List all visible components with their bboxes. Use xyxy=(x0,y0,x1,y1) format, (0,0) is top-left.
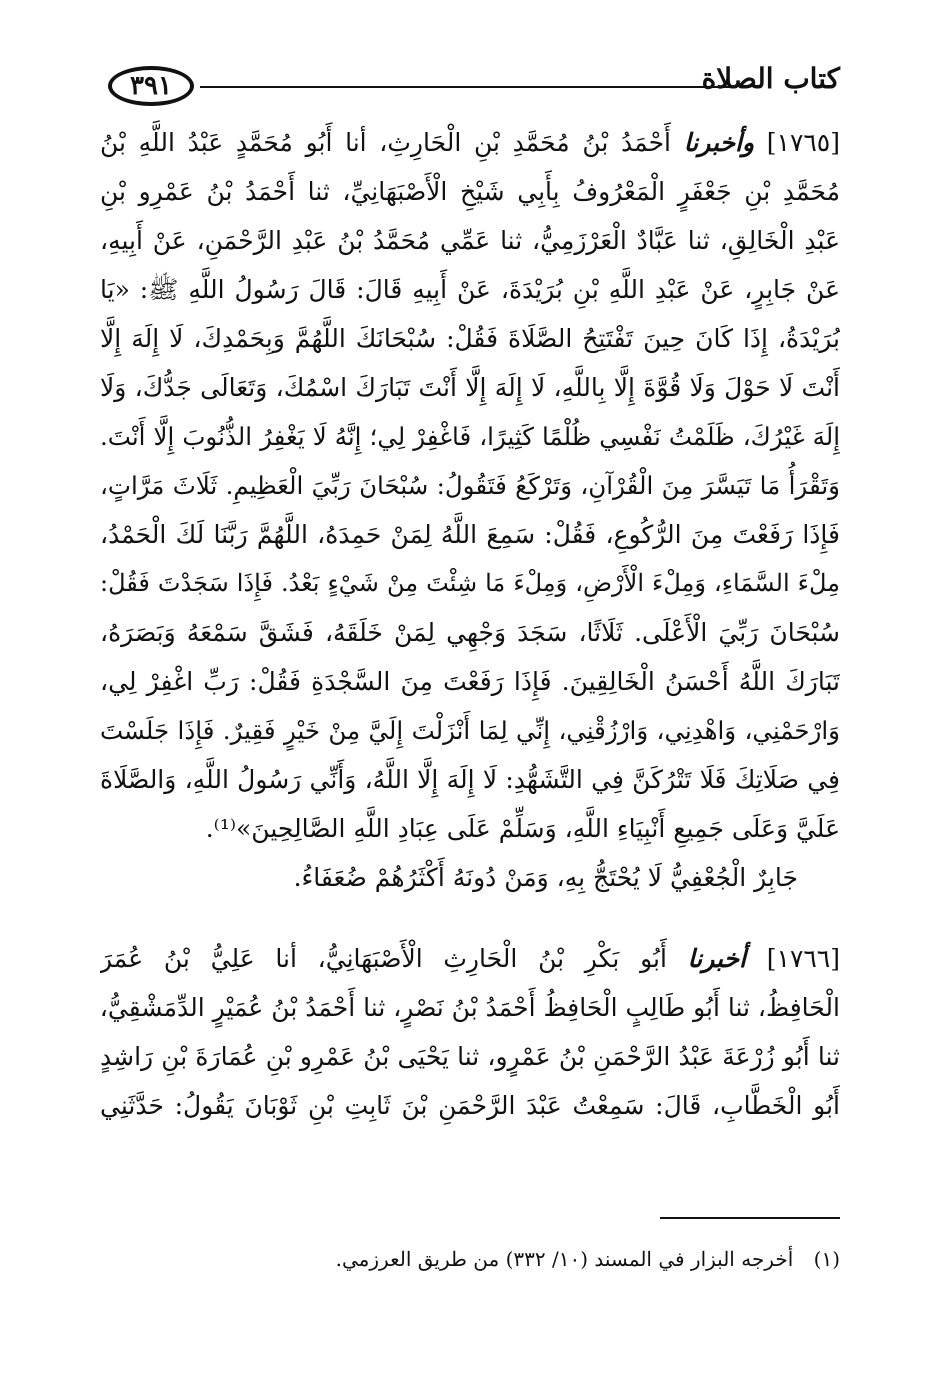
body-text xyxy=(100,118,840,1130)
text-line: عَبْدِ الْخَالِقِ، ثنا عَبَّادٌ الْعَرْزَمِيُّ، ثنا عَمِّي مُحَمَّدُ بْنُ عَبْدِ الرَّحْمَنِ، عَنْ أَبِيهِ، xyxy=(100,226,840,255)
text-line: أَنْتَ لَا حَوْلَ وَلَا قُوَّةَ إِلَّا بِاللَّهِ، لَا إِلَهَ إِلَّا أَنْتَ تَبَارَكَ اسْمُكَ، وَتَعَالَى جَدُّكَ، وَلَا xyxy=(100,373,840,402)
text-line: فَإِذَا رَفَعْتَ مِنَ الرُّكُوعِ، فَقُلْ: سَمِعَ اللَّهُ لِمَنْ حَمِدَهُ، اللَّهُمَّ رَبَّنَا لَكَ الْحَمْدُ، xyxy=(100,520,840,549)
footnote-text: أخرجه البزار في المسند (١٠/ ٣٣٢) من طريق العرزمي. xyxy=(335,1247,794,1271)
text-line: عَنْ جَابِرٍ، عَنْ عَبْدِ اللَّهِ بْنِ بُرَيْدَةَ، عَنْ أَبِيهِ قَالَ: قَالَ رَسُولُ اللَّهِ ﷺ: «يَا xyxy=(100,275,840,304)
hadith-number: [١٧٦٥] xyxy=(766,128,840,157)
text-line: الْحَافِظُ، ثنا أَبُو طَالِبٍ الْحَافِظُ أَحْمَدُ بْنُ نَصْرٍ، ثنا أَحْمَدُ بْنُ عُمَيْرٍ الدِّمَشْقِيُّ، xyxy=(100,993,840,1022)
hadith-lead-word: أخبرنا xyxy=(687,944,746,973)
footnote xyxy=(100,1244,840,1274)
text-line: أَبُو الْخَطَّابِ، قَالَ: سَمِعْتُ عَبْدَ الرَّحْمَنِ بْنَ ثَابِتِ بْنِ ثَوْبَانَ يَقُولُ: حَدَّثَنِي xyxy=(100,1091,840,1120)
text-line: عَلَيَّ وَعَلَى جَمِيعِ أَنْبِيَاءِ اللَّهِ، وَسَلِّمْ عَلَى عِبَادِ اللَّهِ الصَّالِحِينَ»⁽¹⁾. xyxy=(205,814,840,843)
hadith-comment: جَابِرٌ الْجُعْفِيُّ لَا يُحْتَجُّ بِهِ، وَمَنْ دُونَهُ أَكْثَرُهُمْ ضُعَفَاءُ. xyxy=(293,863,798,892)
text-line: بُرَيْدَةُ، إِذَا كَانَ حِينَ تَفْتَتِحُ الصَّلَاةَ فَقُلْ: سُبْحَانَكَ اللَّهُمَّ وَبِحَمْدِكَ، لَا إِلَهَ إِلَّا xyxy=(100,324,840,353)
page-number-badge: ٣٩١ xyxy=(108,66,194,106)
hadith-lead-word: وأخبرنا xyxy=(683,128,755,157)
footnote-marker: (١) xyxy=(813,1247,840,1271)
text-line: وَتَقْرَأُ مَا تَيَسَّرَ مِنَ الْقُرْآنِ، وَتَرْكَعُ فَتَقُولُ: سُبْحَانَ رَبِّيَ الْعَظِيمِ. ثَلَاثَ مَرَّاتٍ، xyxy=(100,471,840,500)
text-line: مِلْءَ السَّمَاءِ، وَمِلْءَ الْأَرْضِ، وَمِلْءَ مَا شِئْتَ مِنْ شَيْءٍ بَعْدُ. فَإِذَا سَجَدْتَ فَقُلْ: xyxy=(100,569,840,597)
hadith-number: [١٧٦٦] xyxy=(766,944,840,973)
paragraph-gap xyxy=(100,902,840,934)
header-rule xyxy=(200,86,730,88)
text-segment: أَبُو بَكْرِ بْنُ الْحَارِثِ الْأَصْبَهَانِيُّ، أنا عَلِيُّ بْنُ عُمَرَ xyxy=(100,944,667,973)
text-line: فِي صَلَاتِكَ فَلَا تَتْرُكَنَّ فِي التَّشَهُّدِ: لَا إِلَهَ إِلَّا اللَّهُ، وَأَنِّي رَسُولُ اللَّهِ، وَالصَّلَاةَ xyxy=(100,765,840,794)
text-segment: أَحْمَدُ بْنُ مُحَمَّدِ بْنِ الْحَارِثِ، أنا أَبُو مُحَمَّدٍ عَبْدُ اللَّهِ بْنُ xyxy=(100,128,672,157)
hadith-1765-line-1 xyxy=(100,118,840,167)
text-line: مُحَمَّدِ بْنِ جَعْفَرٍ الْمَعْرُوفُ بِأَبِي شَيْخِ الْأَصْبَهَانِيِّ، ثنا أَحْمَدُ بْنُ عَمْرِو بْنِ xyxy=(100,177,840,206)
text-line: إِلَهَ غَيْرُكَ، ظَلَمْتُ نَفْسِي ظُلْمًا كَثِيرًا، فَاغْفِرْ لِي؛ إِنَّهُ لَا يَغْفِرُ الذُّنُوبَ إِلَّا أَنْتَ. xyxy=(100,422,840,451)
text-line: تَبَارَكَ اللَّهُ أَحْسَنُ الْخَالِقِينَ. فَإِذَا رَفَعْتَ مِنَ السَّجْدَةِ فَقُلْ: رَبِّ اغْفِرْ لِي، xyxy=(100,667,840,696)
footnote-rule xyxy=(660,1217,840,1219)
page-header xyxy=(100,60,840,116)
hadith-1766-line-1 xyxy=(100,934,840,983)
text-line: ثنا أَبُو زُرْعَةَ عَبْدُ الرَّحْمَنِ بْنُ عَمْرٍو، ثنا يَحْيَى بْنُ عَمْرِو بْنِ عُمَارَةَ بْنِ رَاشِدٍ xyxy=(100,1042,840,1071)
text-line: سُبْحَانَ رَبِّيَ الْأَعْلَى. ثَلَاثًا، سَجَدَ وَجْهِي لِمَنْ خَلَقَهُ، فَشَقَّ سَمْعَهُ وَبَصَرَهُ، xyxy=(100,618,840,647)
book-title: كتاب الصلاة xyxy=(701,62,840,95)
text-line: وَارْحَمْنِي، وَاهْدِنِي، وَارْزُقْنِي، إِنِّي لِمَا أَنْزَلْتَ إِلَيَّ مِنْ خَيْرٍ فَقِيرٌ. فَإِذَا جَلَسْتَ xyxy=(100,716,840,745)
